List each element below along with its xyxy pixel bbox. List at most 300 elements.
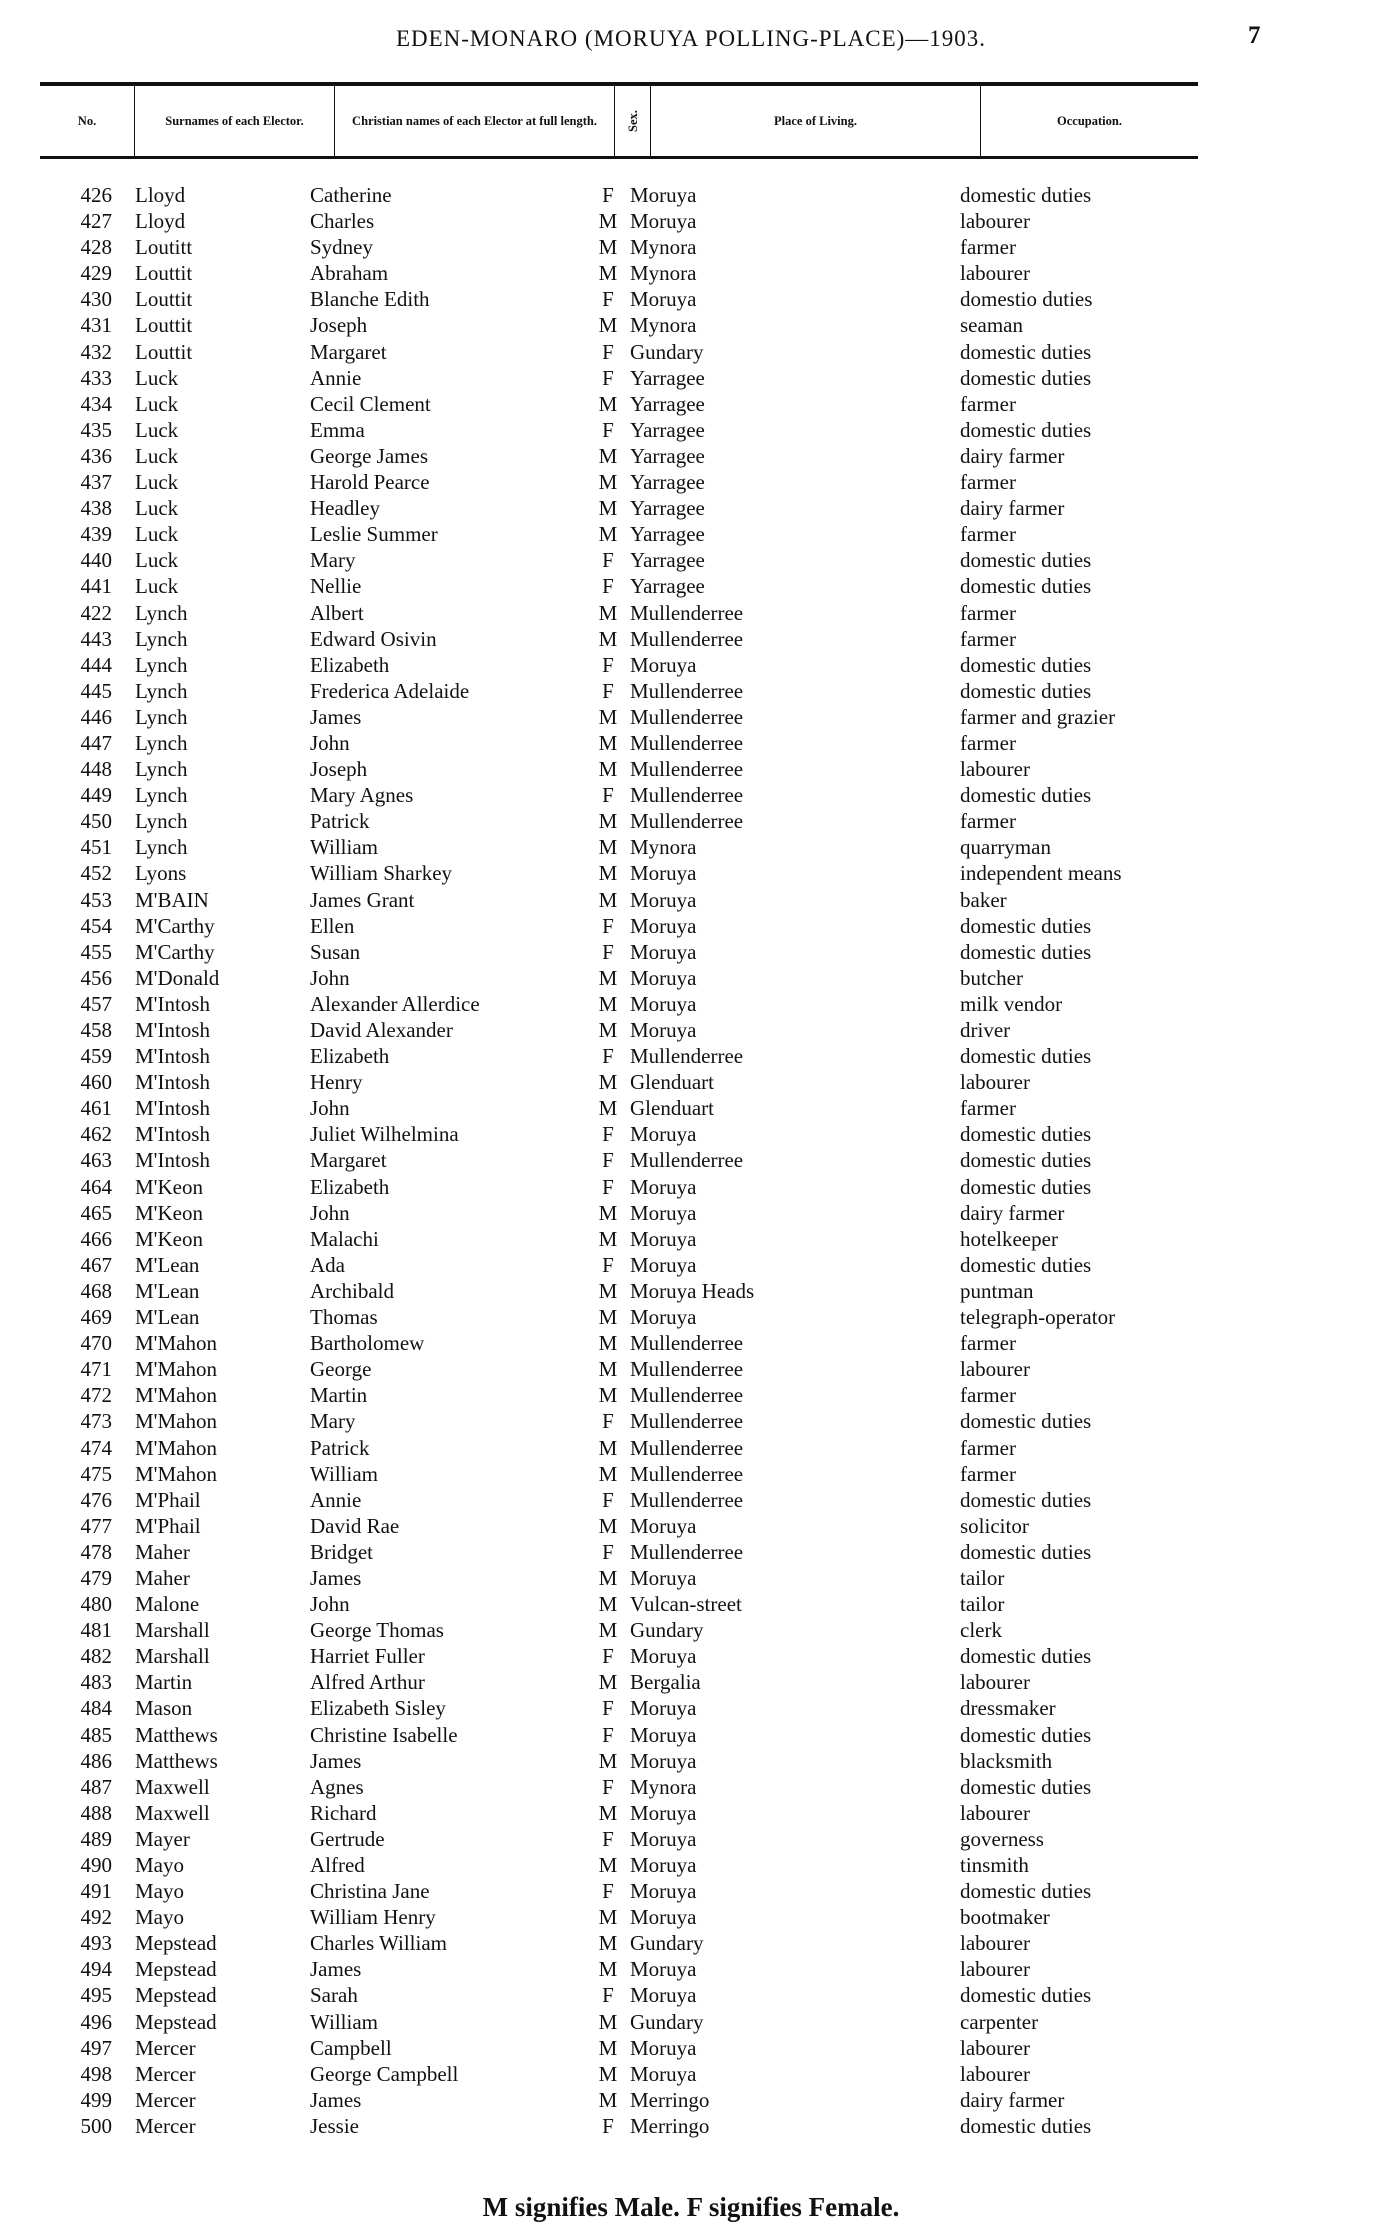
sex-cell: M bbox=[598, 522, 618, 547]
occupation-cell: domestic duties bbox=[960, 183, 1092, 207]
occupation-cell: farmer bbox=[960, 522, 1016, 547]
sex-cell: M bbox=[598, 1748, 618, 1773]
place-cell: Yarragee bbox=[630, 548, 705, 573]
place-cell: Moruya bbox=[630, 1200, 697, 1225]
table-row bbox=[0, 234, 1382, 260]
table-row bbox=[0, 991, 1382, 1017]
table-row bbox=[0, 1904, 1382, 1930]
sex-cell: M bbox=[598, 1383, 618, 1408]
surname-cell: Lyons bbox=[135, 861, 187, 886]
row-number: 454 bbox=[80, 913, 112, 938]
table-row bbox=[0, 260, 1382, 286]
table-row bbox=[0, 1382, 1382, 1408]
sex-cell: M bbox=[598, 1200, 618, 1225]
table-row bbox=[0, 1930, 1382, 1956]
sex-cell: M bbox=[598, 2061, 618, 2086]
surname-cell: Mepstead bbox=[135, 1957, 217, 1982]
column-header-sex-label: Sex. bbox=[625, 110, 640, 132]
sex-cell: F bbox=[602, 1722, 614, 1747]
table-row bbox=[0, 1643, 1382, 1669]
sex-cell: M bbox=[598, 2035, 618, 2060]
place-cell: Yarragee bbox=[630, 574, 705, 599]
surname-cell: Lynch bbox=[135, 652, 188, 677]
row-number: 477 bbox=[80, 1513, 112, 1538]
place-cell: Moruya bbox=[630, 1513, 697, 1538]
surname-cell: Mercer bbox=[135, 2035, 196, 2060]
surname-cell: Loutitt bbox=[135, 235, 193, 260]
occupation-cell: domestic duties bbox=[960, 365, 1092, 390]
occupation-cell: domestic duties bbox=[960, 1409, 1092, 1434]
christian-names-cell: John bbox=[310, 1096, 350, 1121]
table-row bbox=[0, 730, 1382, 756]
christian-names-cell: Christina Jane bbox=[310, 1879, 430, 1904]
table-row bbox=[0, 704, 1382, 730]
table-row bbox=[0, 887, 1382, 913]
sex-cell: M bbox=[598, 2087, 618, 2112]
occupation-cell: domestic duties bbox=[960, 548, 1092, 573]
sex-cell: M bbox=[598, 887, 618, 912]
sex-cell: M bbox=[598, 626, 618, 651]
christian-names-cell: Elizabeth Sisley bbox=[310, 1696, 446, 1721]
occupation-cell: domestic duties bbox=[960, 1148, 1092, 1173]
page-title: EDEN-MONARO (MORUYA POLLING-PLACE)—1903. bbox=[395, 26, 987, 51]
surname-cell: Louttit bbox=[135, 339, 193, 364]
row-number: 459 bbox=[80, 1044, 112, 1069]
occupation-cell: domestic duties bbox=[960, 1174, 1092, 1199]
surname-cell: Mepstead bbox=[135, 2009, 217, 2034]
sex-cell: M bbox=[598, 1513, 618, 1538]
surname-cell: Luck bbox=[135, 470, 179, 495]
christian-names-cell: Alfred bbox=[310, 1853, 365, 1877]
surname-cell: Lloyd bbox=[135, 209, 186, 234]
table-row bbox=[0, 939, 1382, 965]
place-cell: Mynora bbox=[630, 313, 697, 338]
surname-cell: Lynch bbox=[135, 783, 188, 808]
place-cell: Gundary bbox=[630, 1618, 704, 1643]
occupation-cell: domestic duties bbox=[960, 1644, 1092, 1669]
place-cell: Mullenderree bbox=[630, 1331, 744, 1356]
occupation-cell: domestic duties bbox=[960, 652, 1092, 677]
place-cell: Mullenderree bbox=[630, 678, 744, 703]
place-cell: Mullenderree bbox=[630, 1148, 744, 1173]
table-row bbox=[0, 1487, 1382, 1513]
row-number: 496 bbox=[80, 2009, 112, 2034]
place-cell: Moruya bbox=[630, 1018, 697, 1042]
occupation-cell: farmer bbox=[960, 1096, 1016, 1121]
table-row bbox=[0, 1800, 1382, 1826]
place-cell: Yarragee bbox=[630, 496, 705, 521]
occupation-cell: labourer bbox=[960, 1800, 1030, 1825]
occupation-cell: labourer bbox=[960, 1070, 1030, 1095]
table-row bbox=[0, 1330, 1382, 1356]
row-number: 452 bbox=[80, 861, 112, 886]
place-cell: Mynora bbox=[630, 1774, 697, 1799]
occupation-cell: labourer bbox=[960, 261, 1030, 286]
christian-names-cell: Bridget bbox=[310, 1539, 373, 1564]
table-row bbox=[0, 2061, 1382, 2087]
row-number: 441 bbox=[80, 574, 112, 599]
sex-cell: F bbox=[602, 1774, 614, 1799]
sex-cell: F bbox=[602, 1174, 614, 1199]
row-number: 480 bbox=[80, 1592, 112, 1617]
column-header-surname: Surnames of each Elector. bbox=[135, 86, 335, 156]
row-number: 438 bbox=[80, 496, 112, 521]
row-number: 492 bbox=[80, 1905, 112, 1930]
occupation-cell: domestic duties bbox=[960, 339, 1092, 364]
row-number: 488 bbox=[80, 1800, 112, 1825]
table-row bbox=[0, 417, 1382, 443]
row-number: 478 bbox=[80, 1539, 112, 1564]
row-number: 490 bbox=[80, 1853, 112, 1877]
table-row bbox=[0, 1956, 1382, 1982]
row-number: 493 bbox=[80, 1931, 112, 1956]
occupation-cell: farmer bbox=[960, 730, 1016, 755]
sex-cell: F bbox=[602, 783, 614, 808]
place-cell: Mullenderree bbox=[630, 1539, 744, 1564]
occupation-cell: labourer bbox=[960, 209, 1030, 234]
surname-cell: Mercer bbox=[135, 2113, 196, 2138]
surname-cell: Mayo bbox=[135, 1879, 184, 1904]
table-row bbox=[0, 1565, 1382, 1591]
place-cell: Merringo bbox=[630, 2113, 710, 2138]
place-cell: Moruya bbox=[630, 1122, 697, 1147]
sex-cell: F bbox=[602, 1826, 614, 1851]
place-cell: Mullenderree bbox=[630, 1357, 744, 1382]
occupation-cell: domestic duties bbox=[960, 678, 1092, 703]
christian-names-cell: George James bbox=[310, 443, 428, 468]
place-cell: Yarragee bbox=[630, 522, 705, 547]
row-number: 495 bbox=[80, 1983, 112, 2008]
row-number: 461 bbox=[80, 1096, 112, 1121]
christian-names-cell: James bbox=[310, 704, 362, 729]
sex-cell: M bbox=[598, 261, 618, 286]
sex-cell: M bbox=[598, 2009, 618, 2034]
table-row bbox=[0, 965, 1382, 991]
table-row bbox=[0, 600, 1382, 626]
christian-names-cell: Catherine bbox=[310, 183, 392, 207]
row-number: 491 bbox=[80, 1879, 112, 1904]
surname-cell: M'BAIN bbox=[135, 887, 209, 912]
sex-cell: M bbox=[598, 1670, 618, 1695]
christian-names-cell: Juliet Wilhelmina bbox=[310, 1122, 459, 1147]
occupation-cell: bootmaker bbox=[960, 1905, 1050, 1930]
sex-cell: F bbox=[602, 652, 614, 677]
sex-cell: M bbox=[598, 1357, 618, 1382]
place-cell: Mullenderree bbox=[630, 783, 744, 808]
place-cell: Moruya bbox=[630, 2035, 697, 2060]
place-cell: Mullenderree bbox=[630, 1044, 744, 1069]
sex-cell: M bbox=[598, 1853, 618, 1877]
row-number: 433 bbox=[80, 365, 112, 390]
row-number: 473 bbox=[80, 1409, 112, 1434]
table-row bbox=[0, 547, 1382, 573]
table-row bbox=[0, 1852, 1382, 1878]
place-cell: Gundary bbox=[630, 339, 704, 364]
table-row bbox=[0, 495, 1382, 521]
sex-cell: M bbox=[598, 600, 618, 625]
place-cell: Mullenderree bbox=[630, 1435, 744, 1460]
occupation-cell: domestic duties bbox=[960, 1044, 1092, 1069]
sex-cell: M bbox=[598, 1435, 618, 1460]
place-cell: Moruya bbox=[630, 1748, 697, 1773]
place-cell: Mullenderree bbox=[630, 1487, 744, 1512]
table-row bbox=[0, 208, 1382, 234]
christian-names-cell: James bbox=[310, 1565, 362, 1590]
table-row bbox=[0, 834, 1382, 860]
row-number: 430 bbox=[80, 287, 112, 312]
row-number: 451 bbox=[80, 835, 112, 860]
place-cell: Mynora bbox=[630, 235, 697, 260]
column-header-christian-names: Christian names of each Elector at full length. bbox=[335, 86, 615, 156]
christian-names-cell: Archibald bbox=[310, 1278, 394, 1303]
row-number: 443 bbox=[80, 626, 112, 651]
occupation-cell: domestio duties bbox=[960, 287, 1093, 312]
surname-cell: Lynch bbox=[135, 626, 188, 651]
row-number: 444 bbox=[80, 652, 112, 677]
row-number: 486 bbox=[80, 1748, 112, 1773]
surname-cell: Maher bbox=[135, 1565, 190, 1590]
table-row bbox=[0, 1304, 1382, 1330]
row-number: 483 bbox=[80, 1670, 112, 1695]
sex-cell: F bbox=[602, 1487, 614, 1512]
occupation-cell: farmer and grazier bbox=[960, 704, 1116, 729]
christian-names-cell: Gertrude bbox=[310, 1826, 385, 1851]
place-cell: Moruya bbox=[630, 1879, 697, 1904]
occupation-cell: solicitor bbox=[960, 1513, 1029, 1538]
christian-names-cell: Joseph bbox=[310, 757, 368, 782]
table-row bbox=[0, 2035, 1382, 2061]
occupation-cell: dairy farmer bbox=[960, 1200, 1065, 1225]
row-number: 466 bbox=[80, 1226, 112, 1251]
table-row bbox=[0, 1069, 1382, 1095]
christian-names-cell: Annie bbox=[310, 1487, 362, 1512]
row-number: 485 bbox=[80, 1722, 112, 1747]
christian-names-cell: Richard bbox=[310, 1800, 377, 1825]
sex-cell: M bbox=[598, 1305, 618, 1330]
row-number: 484 bbox=[80, 1696, 112, 1721]
occupation-cell: domestic duties bbox=[960, 1539, 1092, 1564]
sex-cell: F bbox=[602, 1539, 614, 1564]
place-cell: Moruya bbox=[630, 887, 697, 912]
surname-cell: Mason bbox=[135, 1696, 193, 1721]
surname-cell: Luck bbox=[135, 365, 179, 390]
sex-cell: M bbox=[598, 496, 618, 521]
christian-names-cell: Susan bbox=[310, 939, 361, 964]
surname-cell: Mercer bbox=[135, 2061, 196, 2086]
sex-cell: F bbox=[602, 939, 614, 964]
table-row bbox=[0, 1669, 1382, 1695]
christian-names-cell: William Henry bbox=[310, 1905, 436, 1930]
place-cell: Gundary bbox=[630, 1931, 704, 1956]
sex-cell: M bbox=[598, 1096, 618, 1121]
column-header-place: Place of Living. bbox=[651, 86, 981, 156]
christian-names-cell: Elizabeth bbox=[310, 1174, 390, 1199]
occupation-cell: telegraph-operator bbox=[960, 1305, 1116, 1330]
row-number: 482 bbox=[80, 1644, 112, 1669]
christian-names-cell: Christine Isabelle bbox=[310, 1722, 458, 1747]
surname-cell: Lynch bbox=[135, 600, 188, 625]
sex-cell: F bbox=[602, 365, 614, 390]
row-number: 440 bbox=[80, 548, 112, 573]
row-number: 434 bbox=[80, 391, 112, 416]
table-row bbox=[0, 182, 1382, 208]
sex-cell: F bbox=[602, 183, 614, 207]
occupation-cell: clerk bbox=[960, 1618, 1002, 1643]
surname-cell: M'Keon bbox=[135, 1226, 203, 1251]
surname-cell: M'Intosh bbox=[135, 1044, 210, 1069]
occupation-cell: domestic duties bbox=[960, 1487, 1092, 1512]
place-cell: Moruya bbox=[630, 991, 697, 1016]
row-number: 449 bbox=[80, 783, 112, 808]
sex-cell: F bbox=[602, 1409, 614, 1434]
table-row bbox=[0, 391, 1382, 417]
row-number: 422 bbox=[80, 600, 112, 625]
sex-cell: F bbox=[602, 1696, 614, 1721]
sex-cell: F bbox=[602, 913, 614, 938]
surname-cell: Lynch bbox=[135, 730, 188, 755]
sex-cell: M bbox=[598, 1278, 618, 1303]
christian-names-cell: Annie bbox=[310, 365, 362, 390]
table-row bbox=[0, 1722, 1382, 1748]
column-header-no: No. bbox=[40, 86, 135, 156]
occupation-cell: domestic duties bbox=[960, 1774, 1092, 1799]
place-cell: Moruya bbox=[630, 2061, 697, 2086]
row-number: 470 bbox=[80, 1331, 112, 1356]
christian-names-cell: William Sharkey bbox=[310, 861, 453, 886]
sex-cell: M bbox=[598, 1592, 618, 1617]
sex-cell: F bbox=[602, 1044, 614, 1069]
row-number: 450 bbox=[80, 809, 112, 834]
sex-cell: M bbox=[598, 1070, 618, 1095]
christian-names-cell: Sarah bbox=[310, 1983, 358, 2008]
occupation-cell: domestic duties bbox=[960, 939, 1092, 964]
place-cell: Yarragee bbox=[630, 365, 705, 390]
christian-names-cell: Margaret bbox=[310, 339, 387, 364]
surname-cell: M'Intosh bbox=[135, 1070, 210, 1095]
table-row bbox=[0, 1695, 1382, 1721]
row-number: 447 bbox=[80, 730, 112, 755]
sex-cell: F bbox=[602, 574, 614, 599]
occupation-cell: driver bbox=[960, 1018, 1011, 1042]
table-row bbox=[0, 2087, 1382, 2113]
place-cell: Moruya bbox=[630, 183, 697, 207]
table-row bbox=[0, 913, 1382, 939]
christian-names-cell: James bbox=[310, 1957, 362, 1982]
place-cell: Yarragee bbox=[630, 470, 705, 495]
surname-cell: Mayer bbox=[135, 1826, 190, 1851]
sex-cell: M bbox=[598, 209, 618, 234]
place-cell: Moruya bbox=[630, 287, 697, 312]
place-cell: Glenduart bbox=[630, 1096, 714, 1121]
row-number: 437 bbox=[80, 470, 112, 495]
surname-cell: Luck bbox=[135, 496, 179, 521]
occupation-cell: tailor bbox=[960, 1592, 1005, 1617]
table-row bbox=[0, 365, 1382, 391]
table-row bbox=[0, 1226, 1382, 1252]
occupation-cell: farmer bbox=[960, 470, 1016, 495]
row-number: 460 bbox=[80, 1070, 112, 1095]
surname-cell: Luck bbox=[135, 417, 179, 442]
place-cell: Moruya bbox=[630, 1957, 697, 1982]
occupation-cell: domestic duties bbox=[960, 417, 1092, 442]
occupation-cell: baker bbox=[960, 887, 1007, 912]
christian-names-cell: Headley bbox=[310, 496, 380, 521]
christian-names-cell: Charles William bbox=[310, 1931, 447, 1956]
row-number: 487 bbox=[80, 1774, 112, 1799]
surname-cell: Malone bbox=[135, 1592, 200, 1617]
row-number: 455 bbox=[80, 939, 112, 964]
place-cell: Moruya bbox=[630, 1826, 697, 1851]
sex-cell: M bbox=[598, 1331, 618, 1356]
occupation-cell: labourer bbox=[960, 757, 1030, 782]
row-number: 499 bbox=[80, 2087, 112, 2112]
sex-cell: M bbox=[598, 730, 618, 755]
row-number: 500 bbox=[80, 2113, 112, 2138]
place-cell: Mynora bbox=[630, 835, 697, 860]
christian-names-cell: Ada bbox=[310, 1252, 345, 1277]
occupation-cell: dairy farmer bbox=[960, 443, 1065, 468]
occupation-cell: butcher bbox=[960, 965, 1023, 990]
christian-names-cell: Edward Osivin bbox=[310, 626, 437, 651]
sex-cell: F bbox=[602, 287, 614, 312]
row-number: 476 bbox=[80, 1487, 112, 1512]
sex-cell: F bbox=[602, 2113, 614, 2138]
place-cell: Yarragee bbox=[630, 391, 705, 416]
place-cell: Moruya bbox=[630, 1800, 697, 1825]
occupation-cell: domestic duties bbox=[960, 1722, 1092, 1747]
row-number: 436 bbox=[80, 443, 112, 468]
sex-cell: F bbox=[602, 548, 614, 573]
table-row bbox=[0, 1774, 1382, 1800]
christian-names-cell: John bbox=[310, 965, 350, 990]
table-row bbox=[0, 782, 1382, 808]
place-cell: Moruya bbox=[630, 1305, 697, 1330]
surname-cell: Lynch bbox=[135, 704, 188, 729]
christian-names-cell: Albert bbox=[310, 600, 364, 625]
occupation-cell: farmer bbox=[960, 809, 1016, 834]
table-row bbox=[0, 626, 1382, 652]
table-row bbox=[0, 443, 1382, 469]
christian-names-cell: Patrick bbox=[310, 1435, 370, 1460]
surname-cell: Mayo bbox=[135, 1905, 184, 1930]
sex-cell: M bbox=[598, 1618, 618, 1643]
row-number: 427 bbox=[80, 209, 112, 234]
surname-cell: M'Phail bbox=[135, 1487, 201, 1512]
occupation-cell: farmer bbox=[960, 391, 1016, 416]
surname-cell: Luck bbox=[135, 391, 179, 416]
place-cell: Yarragee bbox=[630, 443, 705, 468]
sex-cell: M bbox=[598, 991, 618, 1016]
occupation-cell: domestic duties bbox=[960, 1983, 1092, 2008]
christian-names-cell: Harriet Fuller bbox=[310, 1644, 425, 1669]
place-cell: Vulcan-street bbox=[630, 1592, 742, 1617]
occupation-cell: domestic duties bbox=[960, 2113, 1092, 2138]
row-number: 474 bbox=[80, 1435, 112, 1460]
christian-names-cell: Alexander Allerdice bbox=[310, 991, 480, 1016]
occupation-cell: farmer bbox=[960, 1331, 1016, 1356]
christian-names-cell: Mary Agnes bbox=[310, 783, 414, 808]
table-row bbox=[0, 469, 1382, 495]
christian-names-cell: Elizabeth bbox=[310, 1044, 390, 1069]
christian-names-cell: David Rae bbox=[310, 1513, 400, 1538]
christian-names-cell: John bbox=[310, 1592, 350, 1617]
occupation-cell: labourer bbox=[960, 2061, 1030, 2086]
column-header-occupation: Occupation. bbox=[1057, 114, 1122, 128]
surname-cell: M'Keon bbox=[135, 1200, 203, 1225]
place-cell: Gundary bbox=[630, 2009, 704, 2034]
row-number: 489 bbox=[80, 1826, 112, 1851]
place-cell: Moruya bbox=[630, 1696, 697, 1721]
